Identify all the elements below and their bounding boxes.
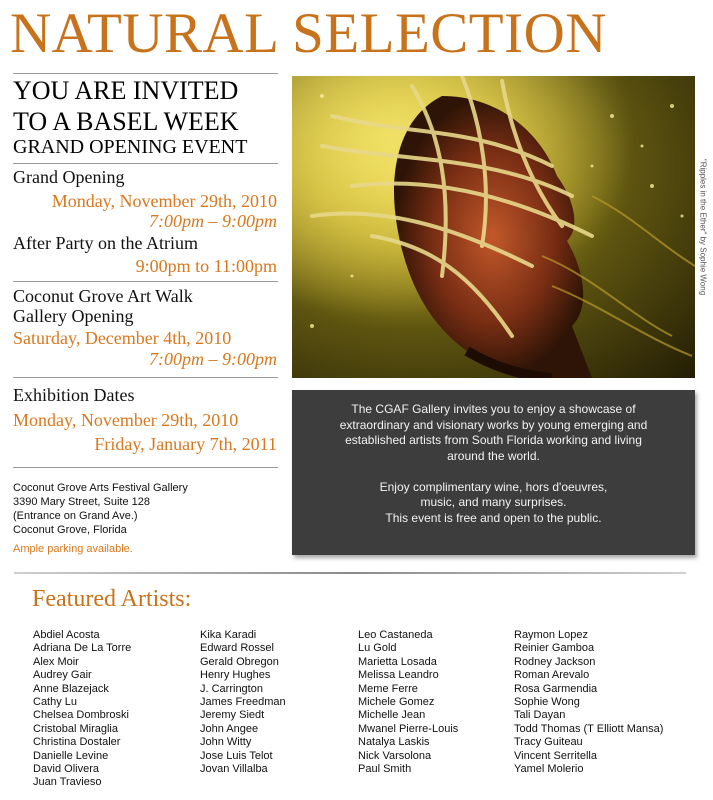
art-walk-date: Saturday, December 4th, 2010 <box>13 328 232 348</box>
artist-name: Nick Varsolona <box>358 749 432 762</box>
artist-name: Raymon Lopez <box>514 629 588 641</box>
after-party-label: After Party on the Atrium <box>13 233 198 253</box>
artist-name: Natalya Laskis <box>358 736 430 749</box>
address-line-4: Coconut Grove, Florida <box>13 524 127 536</box>
parking-note: Ample parking available. <box>13 543 133 555</box>
divider <box>13 467 278 468</box>
artist-name: Michele Gomez <box>358 696 435 709</box>
invite-line-2: TO A BASEL WEEK <box>13 107 239 136</box>
invite-line-1: YOU ARE INVITED <box>13 76 239 105</box>
artist-name: Gerald Obregon <box>200 655 279 668</box>
divider <box>13 281 278 282</box>
description-line: established artists from South Florida working and living <box>345 433 642 447</box>
artist-name: Paul Smith <box>358 763 412 776</box>
artist-name: Yamel Molerio <box>514 763 584 776</box>
artist-name: Kika Karadi <box>200 629 257 641</box>
artist-name: Jose Luis Telot <box>200 749 273 762</box>
artists-column-3 <box>358 629 458 776</box>
artist-name: James Freedman <box>200 696 286 709</box>
artist-name: Jovan Villalba <box>200 763 268 776</box>
divider <box>13 377 278 378</box>
artist-name: Rosa Garmendia <box>514 682 598 695</box>
artist-name: Todd Thomas (T Elliott Mansa) <box>514 722 664 735</box>
description-line: extraordinary and visionary works by young emerging and <box>339 417 648 432</box>
artist-name: Cristobal Miraglia <box>33 722 118 735</box>
artist-name: Juan Travieso <box>33 776 102 789</box>
art-walk-label-1: Coconut Grove Art Walk <box>13 286 193 306</box>
photo-credit: "Ripples in the Ether" by Sophie Wong <box>698 158 708 296</box>
artist-name: Tali Dayan <box>514 709 566 722</box>
artist-name: Lu Gold <box>358 642 397 655</box>
artist-name: Danielle Levine <box>33 749 109 762</box>
artist-name: Christina Dostaler <box>33 736 121 749</box>
address-line-3: (Entrance on Grand Ave.) <box>13 510 138 522</box>
invite-line-3: GRAND OPENING EVENT <box>13 136 248 158</box>
description-line: Enjoy complimentary wine, hors d'oeuvres, <box>379 479 608 494</box>
after-party-time: 9:00pm to 11:00pm <box>135 256 277 276</box>
description-line: music, and many surprises. <box>420 495 567 509</box>
artists-column-4 <box>514 629 663 776</box>
artist-name: Mwanel Pierre-Louis <box>358 722 459 735</box>
artist-name: Cathy Lu <box>33 696 78 709</box>
artist-name: Reinier Gamboa <box>514 642 595 655</box>
description-line: The CGAF Gallery invites you to enjoy a showcase of <box>351 402 636 416</box>
artist-name: Chelsea Dombroski <box>33 709 129 722</box>
artist-name: Leo Castaneda <box>358 629 433 641</box>
description-box <box>292 390 695 555</box>
artist-name: Henry Hughes <box>200 669 271 682</box>
artwork-illustration <box>292 76 695 378</box>
description-line: This event is free and open to the public. <box>385 510 602 525</box>
artist-name: Meme Ferre <box>358 682 418 695</box>
address-line-1: Coconut Grove Arts Festival Gallery <box>13 482 188 494</box>
artist-name: Jeremy Siedt <box>200 709 265 722</box>
divider <box>13 73 278 74</box>
art-walk-time: 7:00pm – 9:00pm <box>149 349 277 369</box>
artist-name: Rodney Jackson <box>514 655 596 668</box>
exhibition-end-date: Friday, January 7th, 2011 <box>94 434 277 454</box>
artist-name: Vincent Serritella <box>514 749 597 762</box>
artist-name: Edward Rossel <box>200 642 274 655</box>
artist-name: Audrey Gair <box>33 669 92 682</box>
artist-name: Marietta Losada <box>358 655 437 668</box>
grand-opening-date: Monday, November 29th, 2010 <box>51 191 277 211</box>
artist-name: Melissa Leandro <box>358 669 439 682</box>
artist-name: David Olivera <box>33 763 100 776</box>
artist-name: Abdiel Acosta <box>33 629 100 641</box>
exhibition-start-date: Monday, November 29th, 2010 <box>13 410 239 430</box>
artist-name: Alex Moir <box>33 655 79 668</box>
artist-name: Adriana De La Torre <box>33 642 132 655</box>
grand-opening-time: 7:00pm – 9:00pm <box>149 211 277 231</box>
featured-artists-heading: Featured Artists: <box>32 586 192 612</box>
section-divider <box>14 572 686 574</box>
exhibition-label: Exhibition Dates <box>13 385 135 405</box>
artist-name: John Witty <box>200 736 252 749</box>
artist-name: John Angee <box>200 722 259 735</box>
divider <box>13 163 278 164</box>
artists-column-1 <box>33 629 131 790</box>
description-line: around the world. <box>447 448 540 463</box>
art-walk-label-2: Gallery Opening <box>13 306 134 326</box>
page-title: NATURAL SELECTION <box>10 2 607 65</box>
artist-name: Roman Arevalo <box>514 669 590 682</box>
artist-name: J. Carrington <box>200 682 263 695</box>
artist-name: Tracy Guiteau <box>514 736 583 749</box>
artist-name: Anne Blazejack <box>33 682 109 695</box>
artist-name: Michelle Jean <box>358 709 426 722</box>
artist-name: Sophie Wong <box>514 696 580 709</box>
address-line-2: 3390 Mary Street, Suite 128 <box>13 496 150 508</box>
artwork-photo <box>292 76 695 378</box>
grand-opening-label: Grand Opening <box>13 167 125 187</box>
artists-column-2 <box>200 629 286 776</box>
